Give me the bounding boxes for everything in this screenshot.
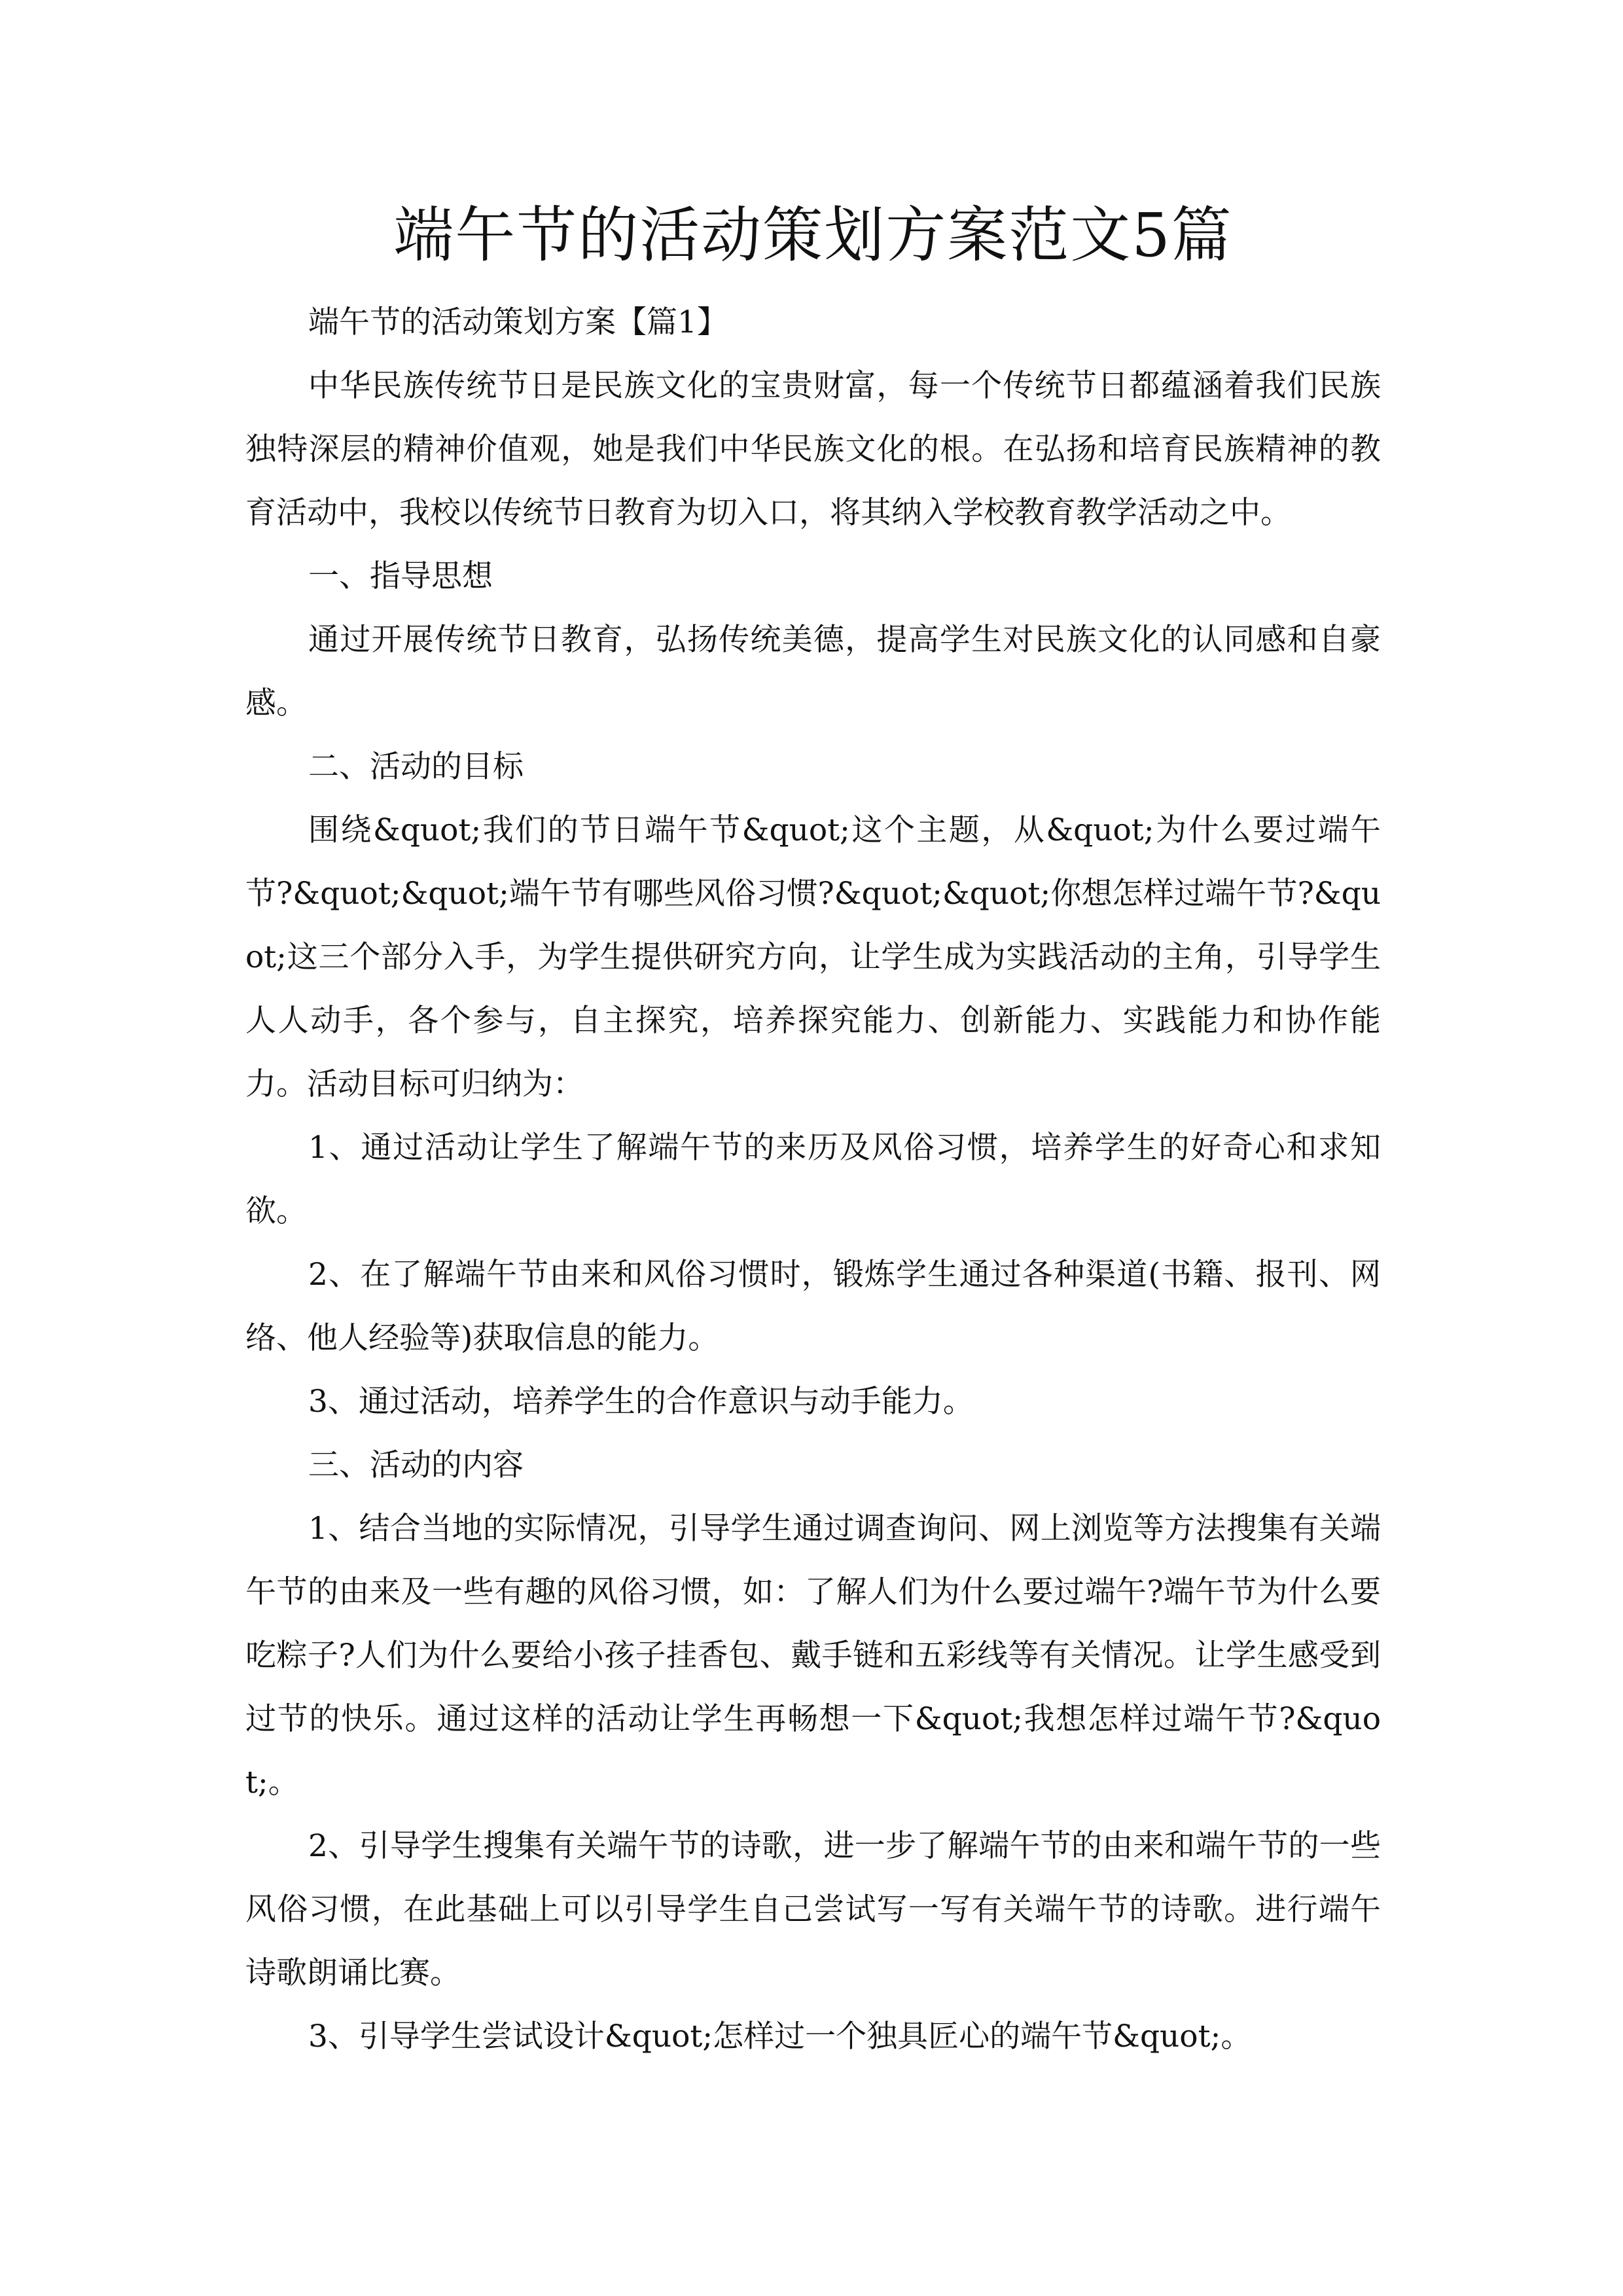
activity-goals-paragraph: 围绕&quot;我们的节日端午节&quot;这个主题，从&quot;为什么要过端午节?&quot;&quot;端午节有哪些风俗习惯?&quot;&quot;你想怎样过端午节?&quot;这三个部分入手，为学生提供研究方向，让学生成为实践活动的主角，引导学生人人动手，各个参与，自主探究，培养探究能力、创新能力、实践能力和协作能力。活动目标可归纳为： — [245, 812, 1381, 1102]
goal-item-2: 2、在了解端午节由来和风俗习惯时，锻炼学生通过各种渠道(书籍、报刊、网络、他人经验等)获取信息的能力。 — [245, 1257, 1381, 1356]
content-item-2: 2、引导学生搜集有关端午节的诗歌，进一步了解端午节的由来和端午节的一些风俗习惯，在此基础上可以引导学生自己尝试写一写有关端午节的诗歌。进行端午诗歌朗诵比赛。 — [245, 1828, 1381, 1991]
heading-guiding-ideology: 一、指导思想 — [308, 558, 493, 594]
goal-item-1: 1、通过活动让学生了解端午节的来历及风俗习惯，培养学生的好奇心和求知欲。 — [245, 1130, 1381, 1229]
section-label: 端午节的活动策划方案【篇1】 — [308, 304, 728, 340]
content-item-1: 1、结合当地的实际情况，引导学生通过调查询问、网上浏览等方法搜集有关端午节的由来及一些有趣的风俗习惯，如：了解人们为什么要过端午?端午节为什么要吃粽子?人们为什么要给小孩子挂香包、戴手链和五彩线等有关情况。让学生感受到过节的快乐。通过这样的活动让学生再畅想一下&quot;我想怎样过端午节?&quot;。 — [245, 1511, 1381, 1801]
document-page — [245, 196, 1381, 2068]
goal-item-3: 3、通过活动，培养学生的合作意识与动手能力。 — [308, 1384, 974, 1420]
heading-activity-goals: 二、活动的目标 — [308, 749, 524, 785]
intro-paragraph: 中华民族传统节日是民族文化的宝贵财富，每一个传统节日都蕴涵着我们民族独特深层的精神价值观，她是我们中华民族文化的根。在弘扬和培育民族精神的教育活动中，我校以传统节日教育为切入口，将其纳入学校教育教学活动之中。 — [245, 368, 1381, 531]
heading-activity-content: 三、活动的内容 — [308, 1447, 524, 1483]
content-item-3: 3、引导学生尝试设计&quot;怎样过一个独具匠心的端午节&quot;。 — [308, 2018, 1252, 2054]
document-title: 端午节的活动策划方案范文5篇 — [393, 200, 1233, 270]
guiding-ideology-paragraph: 通过开展传统节日教育，弘扬传统美德，提高学生对民族文化的认同感和自豪感。 — [245, 622, 1381, 721]
